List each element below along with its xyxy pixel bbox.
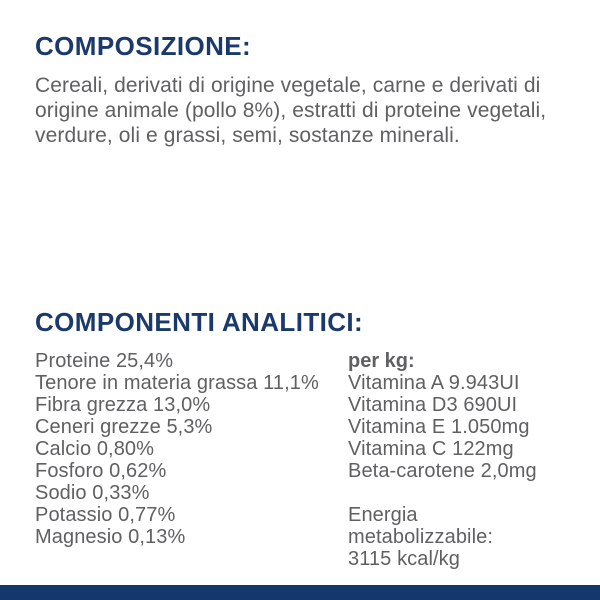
analytic-item: Potassio 0,77% (35, 503, 176, 526)
analytic-item: Fibra grezza 13,0% (35, 393, 211, 416)
vitamin-item: Vitamina D3 690UI (348, 393, 518, 416)
composition-title: COMPOSIZIONE: (35, 31, 252, 61)
analytical-components-right-column (348, 350, 566, 570)
per-kg-label: per kg: (348, 349, 415, 372)
vitamin-item: Vitamina A 9.943UI (348, 371, 520, 394)
composition-text: Cereali, derivati di origine vegetale, carne e derivati di origine animale (pollo 8%), estratti di proteine vegetali, verdure, oli e grassi, semi, sostanze minerali. (35, 74, 547, 148)
analytic-item: Tenore in materia grassa 11,1% (35, 371, 319, 394)
analytical-components-section (35, 309, 566, 569)
vitamin-item: Beta-carotene 2,0mg (348, 459, 537, 482)
vitamins-list (348, 372, 566, 482)
analytic-item: Fosforo 0,62% (35, 459, 167, 482)
energy-label: Energia metabolizzabile: (348, 503, 494, 548)
vitamin-item: Vitamina E 1.050mg (348, 415, 530, 438)
analytical-components-left-list (35, 350, 348, 570)
analytic-item: Sodio 0,33% (35, 481, 150, 504)
analytical-components-columns (35, 350, 566, 570)
analytic-item: Magnesio 0,13% (35, 525, 186, 548)
composition-section (35, 33, 566, 148)
energy-value: 3115 kcal/kg (348, 547, 461, 570)
footer-navy-bar (0, 585, 600, 600)
analytic-item: Calcio 0,80% (35, 437, 155, 460)
analytical-components-title: COMPONENTI ANALITICI: (35, 307, 364, 338)
vitamin-item: Vitamina C 122mg (348, 437, 514, 460)
analytic-item: Ceneri grezze 5,3% (35, 415, 213, 438)
analytic-item: Proteine 25,4% (35, 349, 174, 372)
energy-block (348, 504, 566, 570)
